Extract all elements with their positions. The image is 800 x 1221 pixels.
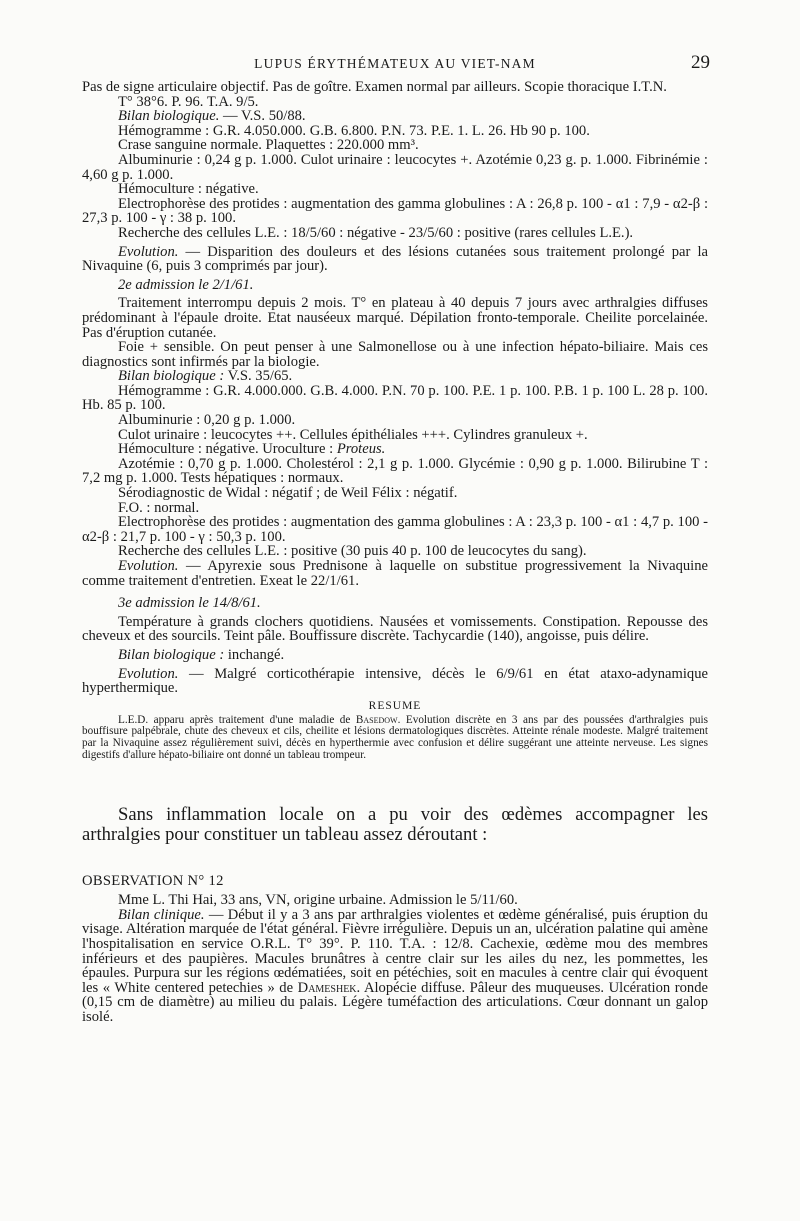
page-number: 29 <box>691 52 710 73</box>
resume-text-part: . Evolution discrète en 3 ans par des poussées d'arthralgies puis bouffisure palpébrale, chute des cheveux et cils, cheilite et lésions dermatologiques discrètes. Atteinte rénale modeste. Malgré traitement par la Nivaquine assez régulièrement suivi, décès en hyperthermie avec confusion et délire suggérant une atteinte nerveuse. Les signes digestifs d'allure hépato-biliaire ont donné un tableau trompeur. <box>82 713 708 761</box>
paragraph <box>82 667 708 696</box>
paragraph: Hémogramme : G.R. 4.050.000. G.B. 6.800. P.N. 73. P.E. 1. L. 26. Hb 90 p. 100. <box>118 122 590 139</box>
observation-body <box>82 893 708 1024</box>
paragraph: Albuminurie : 0,20 g p. 1.000. <box>118 412 296 429</box>
paragraph <box>82 245 708 274</box>
paragraph: Albuminurie : 0,24 g p. 1.000. Culot urinaire : leucocytes +. Azotémie 0,23 g. p. 1.000. Fibrinémie : 4,60 g p. 1.000. <box>82 151 708 183</box>
resume-heading: RESUME <box>368 699 422 712</box>
paragraph <box>82 442 708 457</box>
paragraph: F.O. : normal. <box>118 499 200 516</box>
paragraph: T° 38°6. P. 96. T.A. 9/5. <box>118 93 259 110</box>
section-label: Bilan biologique : <box>118 368 225 385</box>
paragraph <box>82 369 708 384</box>
paragraph: Mme L. Thi Hai, 33 ans, VN, origine urbaine. Admission le 5/11/60. <box>118 892 518 909</box>
section-label: Bilan biologique. <box>118 108 220 125</box>
paragraph: Recherche des cellules L.E. : 18/5/60 : négative - 23/5/60 : positive (rares cellules L.E.). <box>118 224 634 241</box>
resume-block <box>82 715 708 761</box>
author-name: Basedow <box>355 713 398 726</box>
paragraph <box>82 109 708 124</box>
lead-paragraph <box>82 805 708 845</box>
case-continuation <box>82 80 708 696</box>
paragraph <box>82 648 708 663</box>
paragraph-text: inchangé. <box>224 646 285 663</box>
page-header <box>82 0 708 80</box>
paragraph: Crase sanguine normale. Plaquettes : 220.000 mm³. <box>118 137 419 154</box>
paragraph: Traitement interrompu depuis 2 mois. T° en plateau à 40 depuis 7 jours avec arthralgies diffuses prédominant à l'épaule droite. Etat nauséeux marqué. Dépilation fronto-temporale. Cheilite porcelainée. Pas d'éruption cutanée. <box>82 295 708 341</box>
section-label: Evolution. <box>118 665 179 682</box>
paragraph-text: — Malgré corticothérapie intensive, décès le 6/9/61 en état ataxo-adynamique hyperthermique. <box>82 665 708 697</box>
resume-text <box>82 715 708 761</box>
admission-heading: 2e admission le 2/1/61. <box>118 276 254 293</box>
section-label: Evolution. <box>118 243 179 260</box>
paragraph-text: — Début il y a 3 ans par arthralgies violentes et œdème généralisé, puis éruption du visage. Altération marquée de l'état général. Fièvre irrégulière. Depuis un an, ulcération palatine qui amène l'hospitalisation en service O.R.L. T° 39°. P. 110. T.A. : 12/8. Cachexie, œdème mou des membres inférieurs et des paupières. Macules brunâtres à centre clair sur les ailes du nez, les pommettes, les épaules. Purpura sur les régions œdématiées, soit en pétéchies, soit en macules à centre clair qui évoquent les « White centered petechies » de <box>82 906 708 996</box>
paragraph: Foie + sensible. On peut penser à une Salmonellose ou à une infection hépato-biliaire. Mais ces diagnostics sont infirmés par la biologie. <box>82 339 708 370</box>
paragraph <box>82 559 708 588</box>
section-label: Bilan clinique. <box>118 906 205 923</box>
paragraph: Azotémie : 0,70 g p. 1.000. Cholestérol : 2,1 g p. 1.000. Glycémie : 0,90 g p. 1.000. Bilirubine T : 7,2 mg p. 1.000. Tests hépatiques : normaux. <box>82 455 708 487</box>
paragraph-text: Hémoculture : négative. Uroculture : <box>118 441 337 458</box>
paragraph: Hémoculture : négative. <box>118 181 259 198</box>
lead-text: Sans inflammation locale on a pu voir des œdèmes accompagner les arthralgies pour constituer un tableau assez déroutant : <box>82 804 708 846</box>
paragraph <box>82 908 708 1025</box>
running-head: LUPUS ÉRYTHÉMATEUX AU VIET-NAM <box>254 56 536 71</box>
paragraph: Température à grands clochers quotidiens. Nausées et vomissements. Constipation. Repousse des cheveux et des sourcils. Teint pâle. Bouffissure discrète. Tachycardie (140), angoisse, puis délire. <box>82 613 708 645</box>
paragraph-text: — Apyrexie sous Prednisone à laquelle on substitue progressivement la Nivaquine comme traitement d'entretien. Exeat le 22/1/61. <box>82 558 708 589</box>
observation-title: OBSERVATION N° 12 <box>82 873 224 890</box>
paragraph-text: — Disparition des douleurs et des lésions cutanées sous traitement prolongé par la Nivaquine (6, puis 3 comprimés par jour). <box>82 243 708 275</box>
admission-heading: 3e admission le 14/8/61. <box>118 595 261 612</box>
paragraph: Electrophorèse des protides : augmentation des gamma globulines : A : 23,3 p. 100 - α1 : 4,7 p. 100 - α2-β : 21,7 p. 100 - γ : 50,3 p. 100. <box>82 514 708 545</box>
paragraph-text: V.S. 35/65. <box>224 368 293 385</box>
author-name: Dameshek <box>297 979 357 996</box>
section-label: Evolution. <box>118 558 179 574</box>
resume-text-part: L.E.D. apparu après traitement d'une maladie de <box>118 713 356 726</box>
paragraph: Culot urinaire : leucocytes ++. Cellules épithéliales +++. Cylindres granuleux +. <box>118 426 588 443</box>
paragraph: Pas de signe articulaire objectif. Pas de goître. Examen normal par ailleurs. Scopie thoracique I.T.N. <box>82 79 667 95</box>
paragraph: Electrophorèse des protides : augmentation des gamma globulines : A : 26,8 p. 100 - α1 : 7,9 - α2-β : 27,3 p. 100 - γ : 38 p. 100. <box>82 195 708 227</box>
paragraph-text: . Alopécie diffuse. Pâleur des muqueuses. Ulcération ronde (0,15 cm de diamètre) au milieu du palais. Légère tuméfaction des articulations. Cœur donnant un galop isolé. <box>82 979 708 1025</box>
organism-name: Proteus. <box>336 441 386 458</box>
paragraph: Hémogramme : G.R. 4.000.000. G.B. 4.000. P.N. 70 p. 100. P.E. 1 p. 100. P.B. 1 p. 100 L. 28 p. 100. Hb. 85 p. 100. <box>82 382 708 414</box>
paragraph-text: — V.S. 50/88. <box>219 108 306 125</box>
section-label: Bilan biologique : <box>118 646 225 663</box>
paragraph: Recherche des cellules L.E. : positive (30 puis 40 p. 100 de leucocytes du sang). <box>118 543 587 560</box>
paragraph: Sérodiagnostic de Widal : négatif ; de Weil Félix : négatif. <box>118 485 458 502</box>
